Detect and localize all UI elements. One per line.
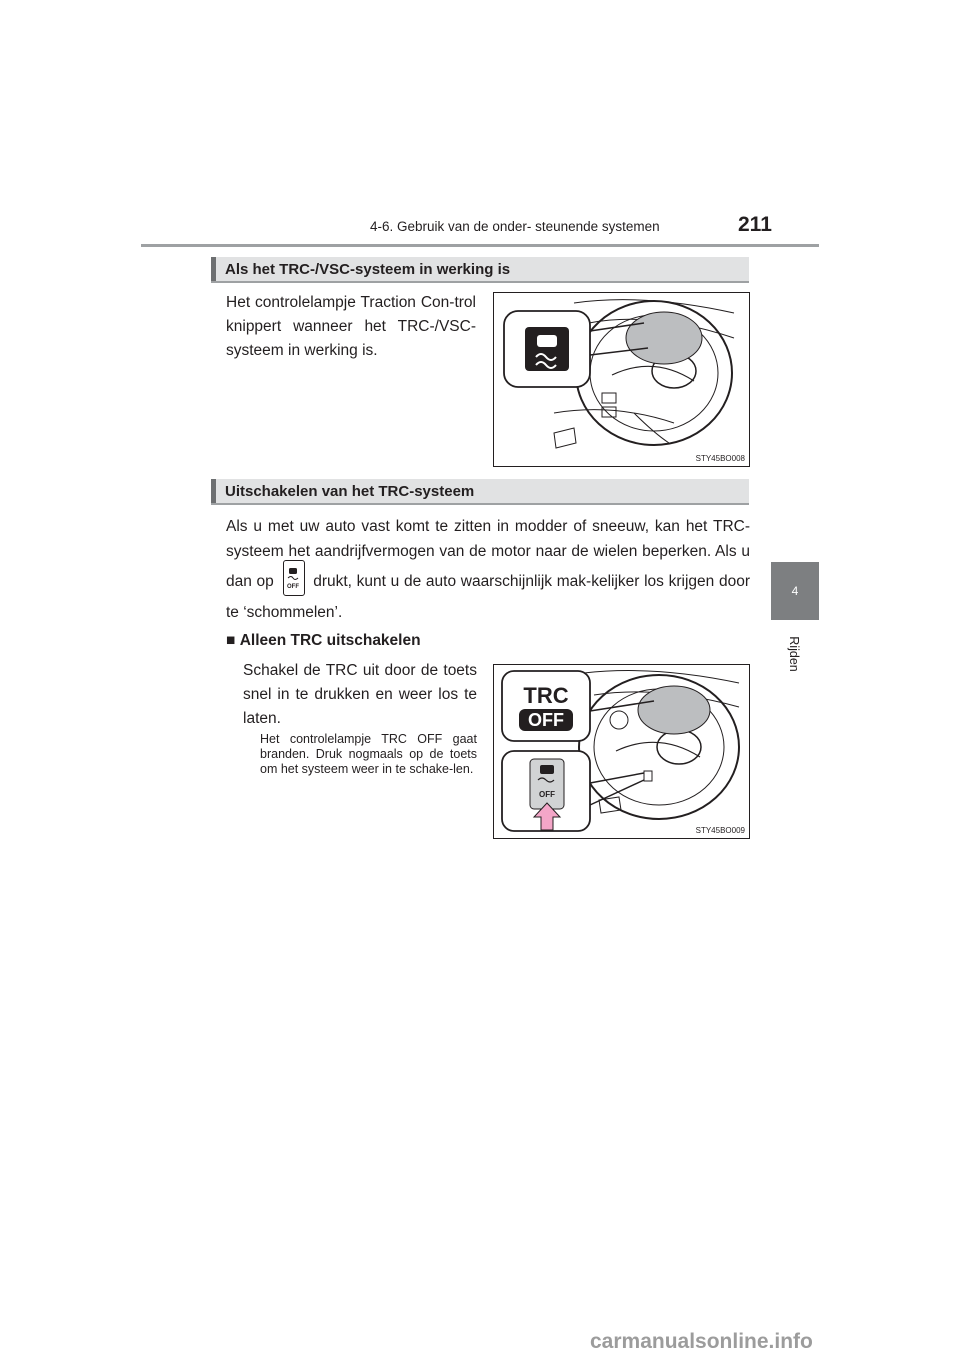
off-button-label: OFF <box>539 790 555 799</box>
svg-text:OFF: OFF <box>286 584 299 590</box>
section2-paragraph-part2: drukt, kunt u de auto waarschijnlijk mak-kelijker los krijgen door te ‘schommelen’. <box>226 573 750 621</box>
chapter-tab-label: Rijden <box>787 636 801 672</box>
trc-off-button-inline-icon <box>283 560 305 596</box>
section2-paragraph-part1: Als u met uw auto vast komt te zitten in modder of sneeuw, kan het TRC-systeem het aandrijfvermogen van de motor naar de wielen beperken. Als u dan op <box>226 518 750 591</box>
page-number: 211 <box>738 213 772 236</box>
figure-trc-vsc-indicator <box>493 292 750 467</box>
chapter-tab-number: 4 <box>791 584 799 598</box>
section-heading-trc-vsc-active: Als het TRC-/VSC-systeem in werking is <box>211 257 749 283</box>
sub-paragraph: Schakel de TRC uit door de toets snel in te drukken en weer los te laten. <box>243 662 477 727</box>
figure-code-1: STY45BO008 <box>695 454 745 463</box>
off-indicator-text: OFF <box>528 710 564 730</box>
watermark: carmanualsonline.info <box>590 1330 813 1353</box>
note-text: Het controlelampje TRC OFF gaat branden. Druk nogmaals op de toets om het systeem weer in te schake-len. <box>260 732 477 776</box>
dashboard-illustration-2 <box>494 665 749 838</box>
chapter-title: 4-6. Gebruik van de onder- steunende systemen <box>370 219 660 234</box>
trc-indicator-text: TRC <box>523 683 569 708</box>
square-bullet-icon: ■ <box>226 632 236 649</box>
section2-paragraph <box>226 514 750 625</box>
section-heading-disable-trc: Uitschakelen van het TRC-systeem <box>211 479 749 505</box>
subheading-trc-only: ■ Alleen TRC uitschakelen <box>226 632 421 649</box>
dashboard-illustration-1 <box>494 293 749 466</box>
header-divider <box>141 244 819 247</box>
figure-code-2: STY45BO009 <box>695 826 745 835</box>
section1-paragraph: Het controlelampje Traction Con-trol knippert wanneer het TRC-/VSC-systeem in werking is. <box>226 294 476 359</box>
chapter-tab <box>771 562 819 620</box>
figure-trc-off-button <box>493 664 750 839</box>
